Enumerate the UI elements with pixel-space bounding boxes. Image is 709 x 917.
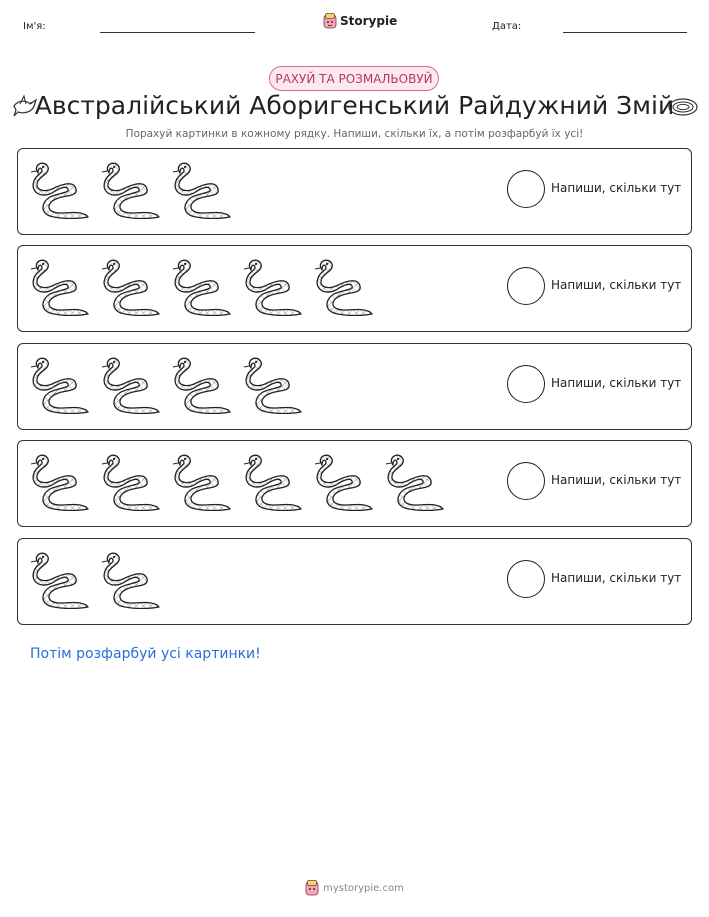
answer-label: Напиши, скільки тут (551, 473, 682, 487)
snake-group (30, 256, 377, 316)
answer-circle[interactable] (507, 267, 545, 305)
activity-badge: РАХУЙ ТА РОЗМАЛЬОВУЙ (269, 66, 439, 91)
storypie-footer-logo-icon (305, 880, 319, 896)
page-title: Австралійський Аборигенський Райдужний Змій (34, 91, 675, 120)
snake-icon[interactable] (172, 256, 235, 316)
snake-icon[interactable] (101, 256, 164, 316)
snake-icon[interactable] (101, 354, 164, 414)
answer-label: Напиши, скільки тут (551, 278, 682, 292)
coloring-instruction: Потім розфарбуй усі картинки! (30, 646, 261, 662)
storypie-logo-icon (323, 13, 337, 29)
snake-icon[interactable] (101, 549, 164, 609)
name-field[interactable] (100, 32, 255, 33)
snake-icon[interactable] (314, 256, 377, 316)
snake-icon[interactable] (172, 354, 235, 414)
snake-icon[interactable] (30, 451, 93, 511)
snake-icon[interactable] (243, 256, 306, 316)
instructions-subtitle: Порахуй картинки в кожному рядку. Напиши, скільки їх, а потім розфарбуй їх усі! (125, 128, 584, 140)
snake-icon[interactable] (30, 159, 93, 219)
snake-icon[interactable] (243, 451, 306, 511)
counting-row (17, 538, 692, 625)
snake-icon[interactable] (30, 549, 93, 609)
footer (0, 880, 709, 896)
date-field[interactable] (563, 32, 687, 33)
name-label: Ім'я: (23, 21, 46, 32)
storypie-logo (323, 13, 397, 29)
counting-row (17, 148, 692, 235)
snake-icon[interactable] (101, 451, 164, 511)
counting-row (17, 245, 692, 332)
answer-circle[interactable] (507, 560, 545, 598)
snake-group (30, 159, 235, 219)
snake-icon[interactable] (101, 159, 164, 219)
brand-name: Storypie (340, 14, 398, 28)
snake-icon[interactable] (30, 256, 93, 316)
answer-label: Напиши, скільки тут (551, 181, 682, 195)
counting-row (17, 440, 692, 527)
footer-url[interactable]: mystorypie.com (323, 882, 404, 894)
answer-circle[interactable] (507, 170, 545, 208)
snake-icon[interactable] (172, 159, 235, 219)
snake-group (30, 354, 306, 414)
answer-circle[interactable] (507, 462, 545, 500)
snake-icon[interactable] (385, 451, 448, 511)
snake-icon[interactable] (30, 354, 93, 414)
counting-row (17, 343, 692, 430)
date-label: Дата: (492, 21, 522, 32)
answer-circle[interactable] (507, 365, 545, 403)
snake-group (30, 549, 164, 609)
snake-group (30, 451, 448, 511)
coiled-snake-icon (667, 96, 699, 118)
snake-icon[interactable] (314, 451, 377, 511)
answer-label: Напиши, скільки тут (551, 376, 682, 390)
snake-icon[interactable] (243, 354, 306, 414)
answer-label: Напиши, скільки тут (551, 571, 682, 585)
snake-icon[interactable] (172, 451, 235, 511)
